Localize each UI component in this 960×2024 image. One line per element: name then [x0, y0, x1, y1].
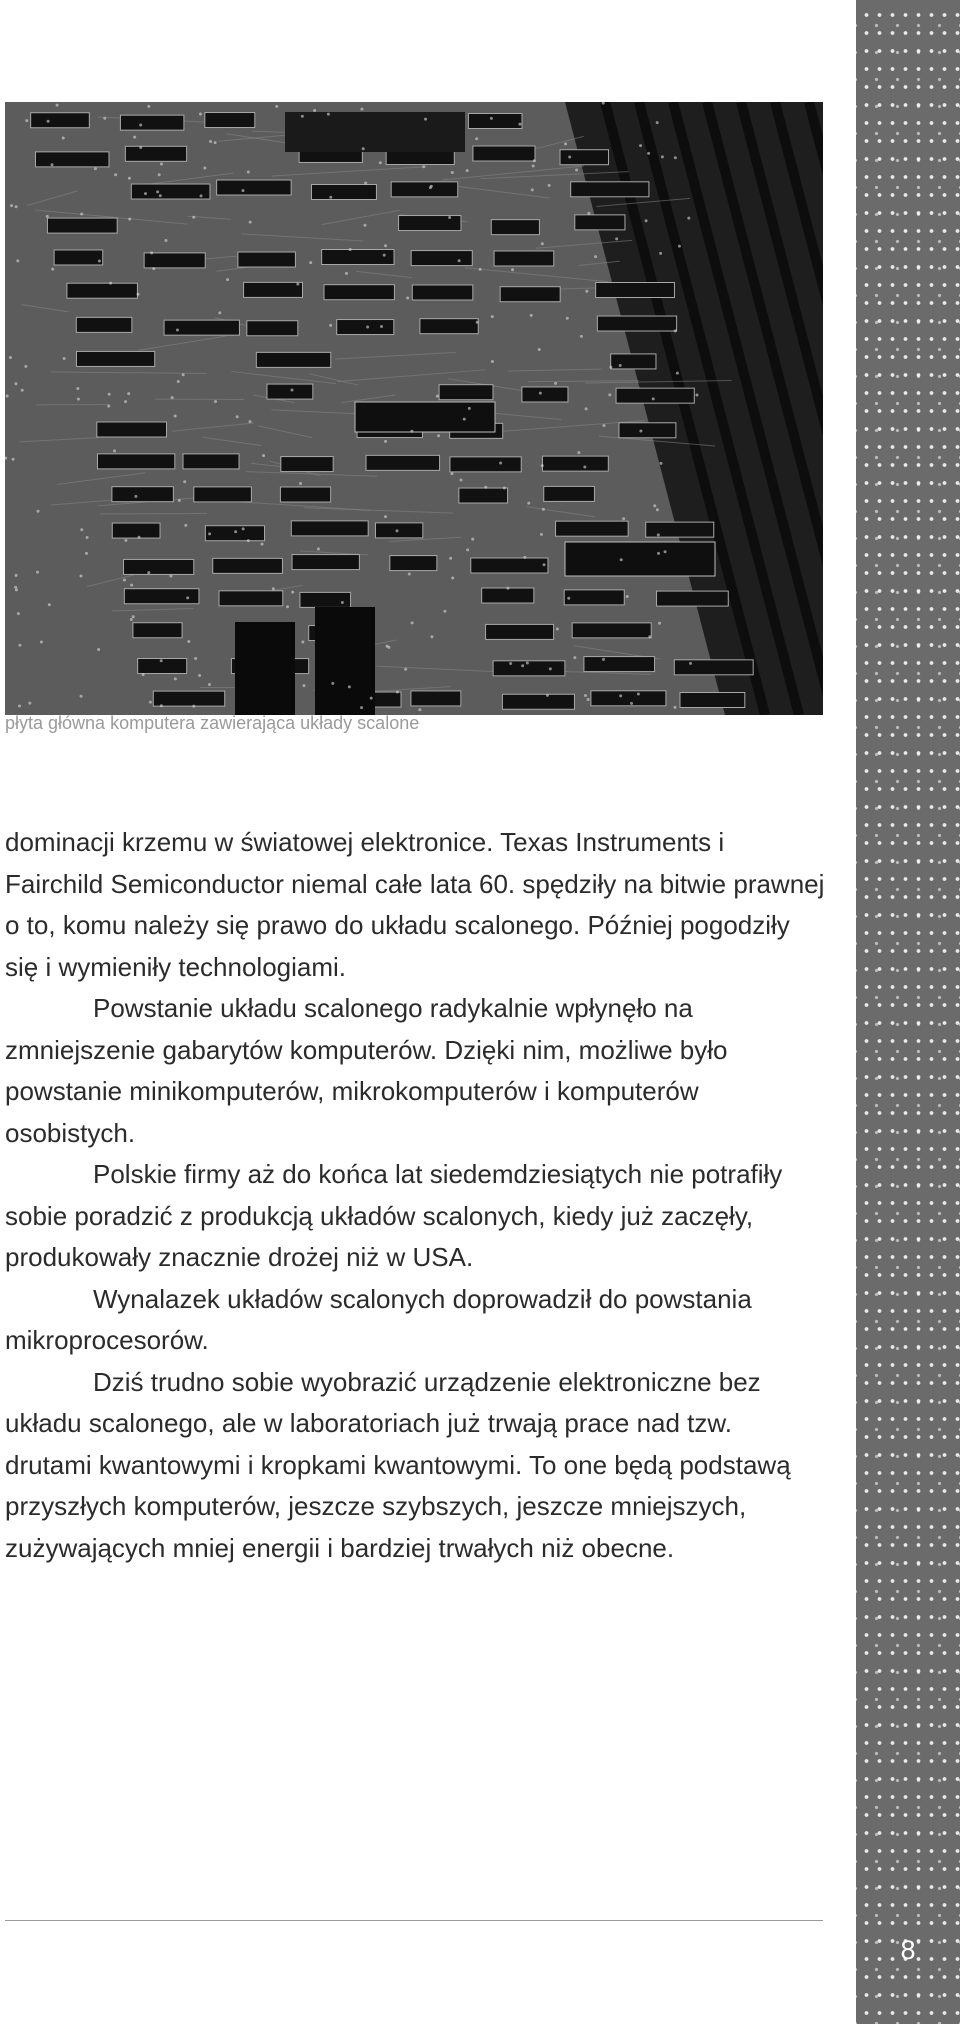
chip: [76, 351, 154, 366]
chip: [473, 146, 535, 161]
chip: [657, 591, 729, 606]
chip: [280, 487, 330, 502]
chip: [412, 285, 473, 300]
chip: [565, 542, 715, 576]
chip: [124, 559, 194, 574]
chip: [486, 624, 554, 639]
chip: [500, 287, 560, 302]
chip: [564, 590, 624, 605]
photo-caption: płyta główna komputera zawierająca układy scalone: [5, 713, 420, 733]
chip: [411, 251, 472, 266]
chip: [256, 352, 330, 367]
chip: [542, 456, 608, 471]
chip: [153, 691, 224, 706]
chip: [390, 556, 437, 571]
chip: [112, 487, 173, 502]
chip: [194, 487, 252, 502]
chip: [76, 317, 132, 332]
chip: [125, 146, 186, 161]
chip: [183, 454, 239, 469]
chip: [31, 113, 90, 128]
chip: [471, 558, 548, 573]
chip: [213, 558, 283, 573]
chip: [133, 623, 182, 638]
chip: [112, 523, 160, 538]
chip: [247, 321, 298, 336]
chip: [556, 521, 629, 536]
chip: [560, 150, 608, 165]
paragraph: dominacji krzemu w światowej elektronice. Texas Instruments i Fairchild Semiconductor niemal całe lata 60. spędziły na bitwie prawnej o to, komu należy się prawo do układu scalonego. Później pogodziły się i wymieniły technologiami.: [5, 827, 825, 982]
chip: [468, 113, 522, 128]
dotted-sidebar: [856, 0, 960, 2024]
chip: [411, 691, 461, 706]
chip: [571, 182, 649, 197]
chip: [572, 623, 651, 638]
chip: [611, 354, 656, 369]
chip: [584, 657, 655, 672]
connector-header: [285, 112, 465, 152]
chip: [375, 523, 422, 538]
chip: [205, 526, 264, 541]
chip: [597, 316, 676, 331]
chip: [124, 589, 199, 604]
chip: [337, 320, 394, 335]
chip: [35, 152, 109, 167]
chip: [238, 252, 296, 267]
chip: [619, 423, 676, 438]
chip: [674, 660, 753, 675]
chip: [502, 694, 574, 709]
chip: [164, 320, 239, 335]
chip: [439, 385, 493, 400]
connector-slot: [315, 607, 375, 715]
chip: [575, 215, 625, 230]
footer-divider: [5, 1920, 823, 1921]
paragraph: Wynalazek układów scalonych doprowadził do powstania mikroprocesorów.: [5, 1283, 752, 1355]
chip: [292, 555, 359, 570]
chip: [144, 253, 205, 268]
chip: [267, 384, 313, 399]
chip: [391, 182, 458, 197]
circuit-board-photo: [5, 102, 823, 715]
chip: [355, 402, 495, 432]
chip: [217, 180, 291, 195]
circuit-board-illustration: [5, 102, 823, 715]
chip: [680, 693, 745, 708]
chip: [646, 522, 714, 537]
connector-slot: [235, 622, 295, 715]
chip: [450, 457, 521, 472]
chip: [522, 387, 568, 402]
chip: [399, 216, 461, 231]
chip: [591, 691, 666, 706]
page-number: 8: [900, 1935, 916, 1965]
chip: [97, 422, 167, 437]
chip: [420, 319, 478, 334]
chip: [366, 455, 440, 470]
chip: [311, 185, 376, 200]
chip: [324, 285, 394, 300]
article-body: [5, 822, 825, 1569]
chip: [493, 661, 565, 676]
chip: [97, 454, 174, 469]
chip: [596, 283, 675, 298]
paragraph: Polskie firmy aż do końca lat siedemdziesiątych nie potrafiły sobie poradzić z produkcją układów scalonych, kiedy już zaczęły, produkowały znacznie drożej niż w USA.: [5, 1159, 783, 1272]
chip: [120, 115, 183, 130]
chip: [205, 113, 255, 128]
chip: [494, 251, 554, 266]
chip: [491, 220, 539, 235]
chip: [219, 591, 283, 606]
chip: [47, 218, 117, 233]
paragraph: Dziś trudno sobie wyobrazić urządzenie elektroniczne bez układu scalonego, ale w laboratoriach już trwają prace nad tzw. drutami kwantowymi i kropkami kwantowymi. To one będą podstawą przyszłych komputerów, jeszcze szybszych, jeszcze mniejszych, zużywających mniej energii i bardziej trwałych niż obecne.: [5, 1366, 791, 1563]
chip: [482, 588, 534, 603]
chip: [300, 592, 351, 607]
chip: [131, 184, 210, 199]
chip: [544, 486, 595, 501]
paragraph: Powstanie układu scalonego radykalnie wpłynęło na zmniejszenie gabarytów komputerów. Dzięki nim, możliwe było powstanie minikomputerów, mikrokomputerów i komputerów osobistych.: [5, 993, 728, 1148]
chip: [291, 521, 368, 536]
chip: [67, 283, 137, 298]
chip: [244, 282, 303, 297]
chip: [616, 388, 694, 403]
chip: [322, 250, 394, 265]
chip: [54, 250, 103, 265]
chip: [459, 488, 508, 503]
chip: [281, 457, 333, 472]
